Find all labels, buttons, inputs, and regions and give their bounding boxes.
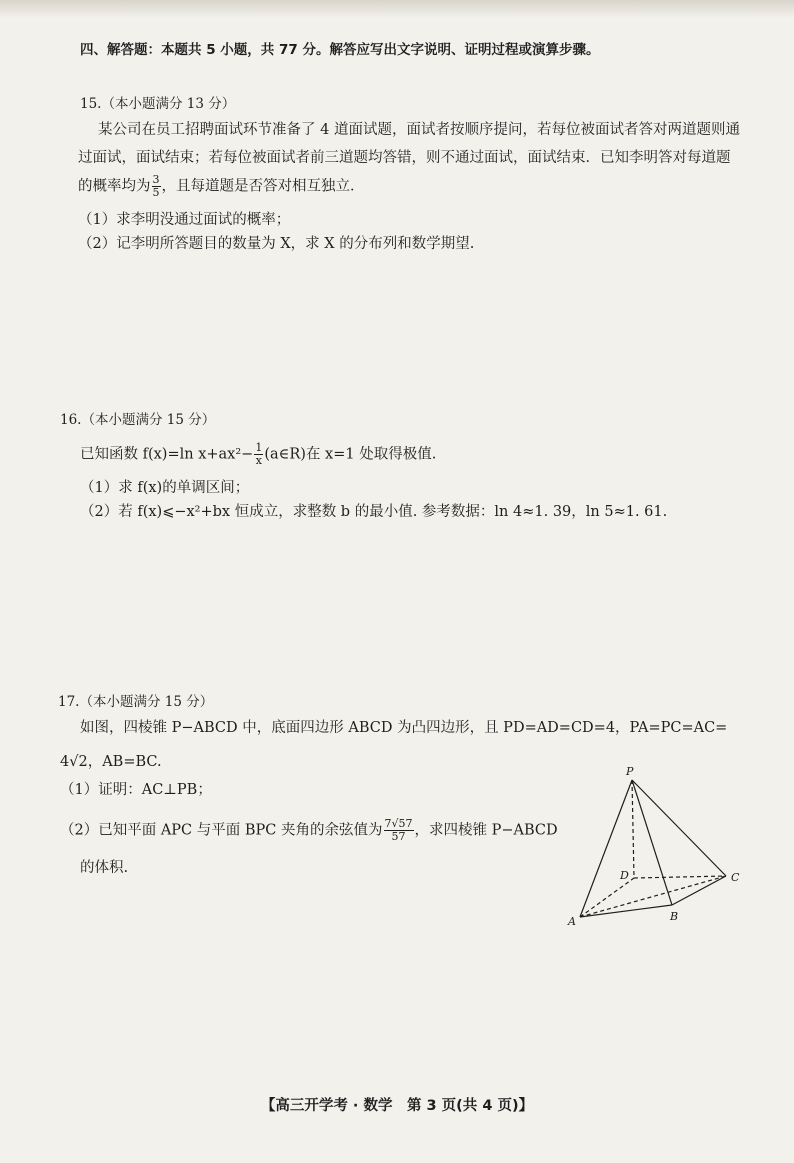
q17-text-line2: 4√2，AB=BC.: [60, 754, 162, 770]
vertex-label-a: A: [568, 915, 576, 928]
q17-part2: [60, 818, 558, 843]
edge-pc: [632, 780, 726, 876]
q15-text-line2: 过面试，面试结束；若每位被面试者前三道题均答错，则不通过面试，面试结束．已知李明答对每道题: [78, 150, 731, 166]
q15-frac-num: 3: [152, 173, 160, 186]
edge-pd-hidden: [632, 780, 634, 878]
q17-part2-post: ，求四棱锥 P−ABCD: [414, 822, 558, 839]
q15-frac-den: 5: [152, 186, 160, 199]
q15-line3-post: ，且每道题是否答对相互独立．: [161, 178, 365, 195]
q15-fraction: [152, 174, 161, 199]
q16-line1-pre: 已知函数 f(x)=ln x+ax²−: [80, 446, 254, 463]
q16-title: 16.（本小题满分 15 分）: [60, 412, 216, 428]
q17-frac-num: 7√57: [384, 817, 413, 830]
page-footer: 【高三开学考 · 数学 第 3 页(共 4 页)】: [260, 1098, 534, 1114]
q15-part2: （2）记李明所答题目的数量为 X，求 X 的分布列和数学期望.: [78, 236, 475, 252]
edge-dc-hidden: [634, 876, 726, 878]
q16-frac-den: x: [255, 454, 262, 467]
q17-part2-pre: （2）已知平面 APC 与平面 BPC 夹角的余弦值为: [60, 822, 383, 839]
edge-pb: [632, 780, 672, 905]
q15-text-line1: 某公司在员工招聘面试环节准备了 4 道面试题，面试者按顺序提问，若每位被面试者答对两道题则通: [98, 122, 740, 138]
edge-bc: [672, 876, 726, 905]
edge-ac-hidden: [580, 876, 726, 917]
q15-part1: （1）求李明没通过面试的概率；: [78, 212, 291, 228]
q16-fraction: [254, 442, 263, 467]
vertex-label-c: C: [731, 871, 740, 884]
q17-part2-cont: 的体积.: [80, 860, 129, 876]
q17-fraction: [384, 818, 414, 843]
q17-text-line1: 如图，四棱锥 P−ABCD 中，底面四边形 ABCD 为凸四边形，且 PD=AD=CD=4，PA=PC=AC=: [80, 720, 728, 736]
vertex-label-b: B: [670, 910, 679, 923]
vertex-label-d: D: [620, 869, 629, 882]
q17-part1: （1）证明：AC⊥PB；: [60, 782, 212, 798]
pyramid-figure: [560, 760, 760, 935]
q17-frac-den: 57: [391, 830, 406, 843]
vertex-label-p: P: [626, 765, 634, 778]
q16-part2: （2）若 f(x)⩽−x²+bx 恒成立，求整数 b 的最小值. 参考数据：ln 4≈1. 39，ln 5≈1. 61.: [80, 504, 668, 520]
q16-text-line1: [80, 442, 436, 467]
q15-line3-pre: 的概率均为: [78, 178, 151, 195]
q16-part1: （1）求 f(x)的单调区间；: [80, 480, 250, 496]
edge-pa: [580, 780, 632, 917]
q17-title: 17.（本小题满分 15 分）: [58, 694, 214, 710]
section-header: 四、解答题：本题共 5 小题，共 77 分。解答应写出文字说明、证明过程或演算步骤。: [80, 42, 600, 58]
q16-line1-post: (a∈R)在 x=1 处取得极值.: [264, 446, 437, 463]
q15-text-line3: [78, 174, 365, 199]
q15-title: 15.（本小题满分 13 分）: [80, 96, 236, 112]
q16-frac-num: 1: [255, 441, 263, 454]
scan-top-edge: [0, 0, 794, 18]
